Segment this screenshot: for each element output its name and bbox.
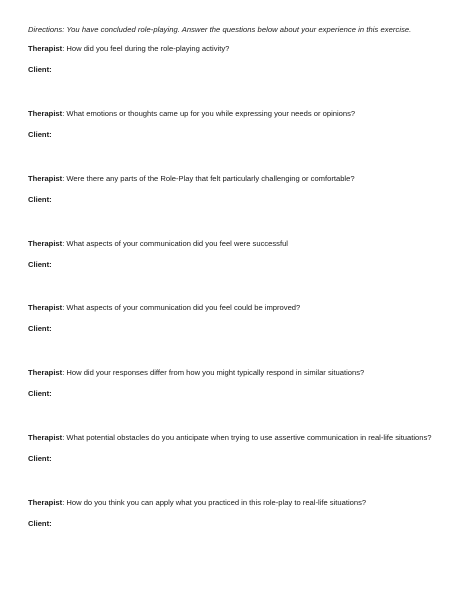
therapist-label: Therapist [28,239,63,248]
client-colon: : [49,260,52,269]
client-label: Client [28,324,50,333]
question-text: : Were there any parts of the Role-Play that felt particularly challenging or comfortable? [62,174,355,183]
question-text: : How did your responses differ from how you might typically respond in similar situations? [62,368,365,377]
therapist-label: Therapist [28,498,63,507]
client-colon: : [49,195,52,204]
therapist-label: Therapist [28,433,63,442]
client-answer-2 [28,130,468,140]
therapist-label: Therapist [28,109,63,118]
qa-block-7 [28,433,468,464]
client-answer-7 [28,454,468,464]
client-colon: : [49,324,52,333]
question-text: : How do you think you can apply what you practiced in this role-play to real-life situations? [62,498,367,507]
client-label: Client [28,454,50,463]
question-text: : What emotions or thoughts came up for you while expressing your needs or opinions? [62,109,356,118]
client-label: Client [28,130,50,139]
qa-block-5 [28,303,468,334]
client-answer-8 [28,519,468,529]
client-answer-5 [28,324,468,334]
client-label: Client [28,260,50,269]
client-answer-4 [28,260,468,270]
client-colon: : [49,389,52,398]
client-answer-6 [28,389,468,399]
client-colon: : [49,454,52,463]
question-text: : What potential obstacles do you anticipate when trying to use assertive communication in real-life situations? [62,433,432,442]
therapist-question-1 [28,44,468,54]
therapist-question-5 [28,303,468,313]
therapist-question-3 [28,174,468,184]
client-colon: : [49,65,52,74]
client-answer-3 [28,195,468,205]
therapist-question-6 [28,368,468,378]
therapist-question-2 [28,109,468,119]
qa-block-3 [28,174,468,205]
directions-text: Directions: You have concluded role-playing. Answer the questions below about your experience in this exercise. [28,25,412,34]
client-colon: : [49,519,52,528]
client-label: Client [28,519,50,528]
client-colon: : [49,130,52,139]
qa-block-6 [28,368,468,399]
qa-block-1 [28,44,468,75]
qa-block-4 [28,239,468,270]
therapist-label: Therapist [28,303,63,312]
question-text: : What aspects of your communication did you feel were successful [62,239,288,248]
client-label: Client [28,389,50,398]
question-text: : What aspects of your communication did you feel could be improved? [62,303,301,312]
question-text: : How did you feel during the role-playing activity? [62,44,230,53]
therapist-question-8 [28,498,468,508]
client-answer-1 [28,65,468,75]
client-label: Client [28,195,50,204]
qa-block-2 [28,109,468,140]
therapist-label: Therapist [28,44,63,53]
therapist-label: Therapist [28,174,63,183]
client-label: Client [28,65,50,74]
qa-block-8 [28,498,468,529]
therapist-question-4 [28,239,468,249]
therapist-question-7 [28,433,468,443]
therapist-label: Therapist [28,368,63,377]
